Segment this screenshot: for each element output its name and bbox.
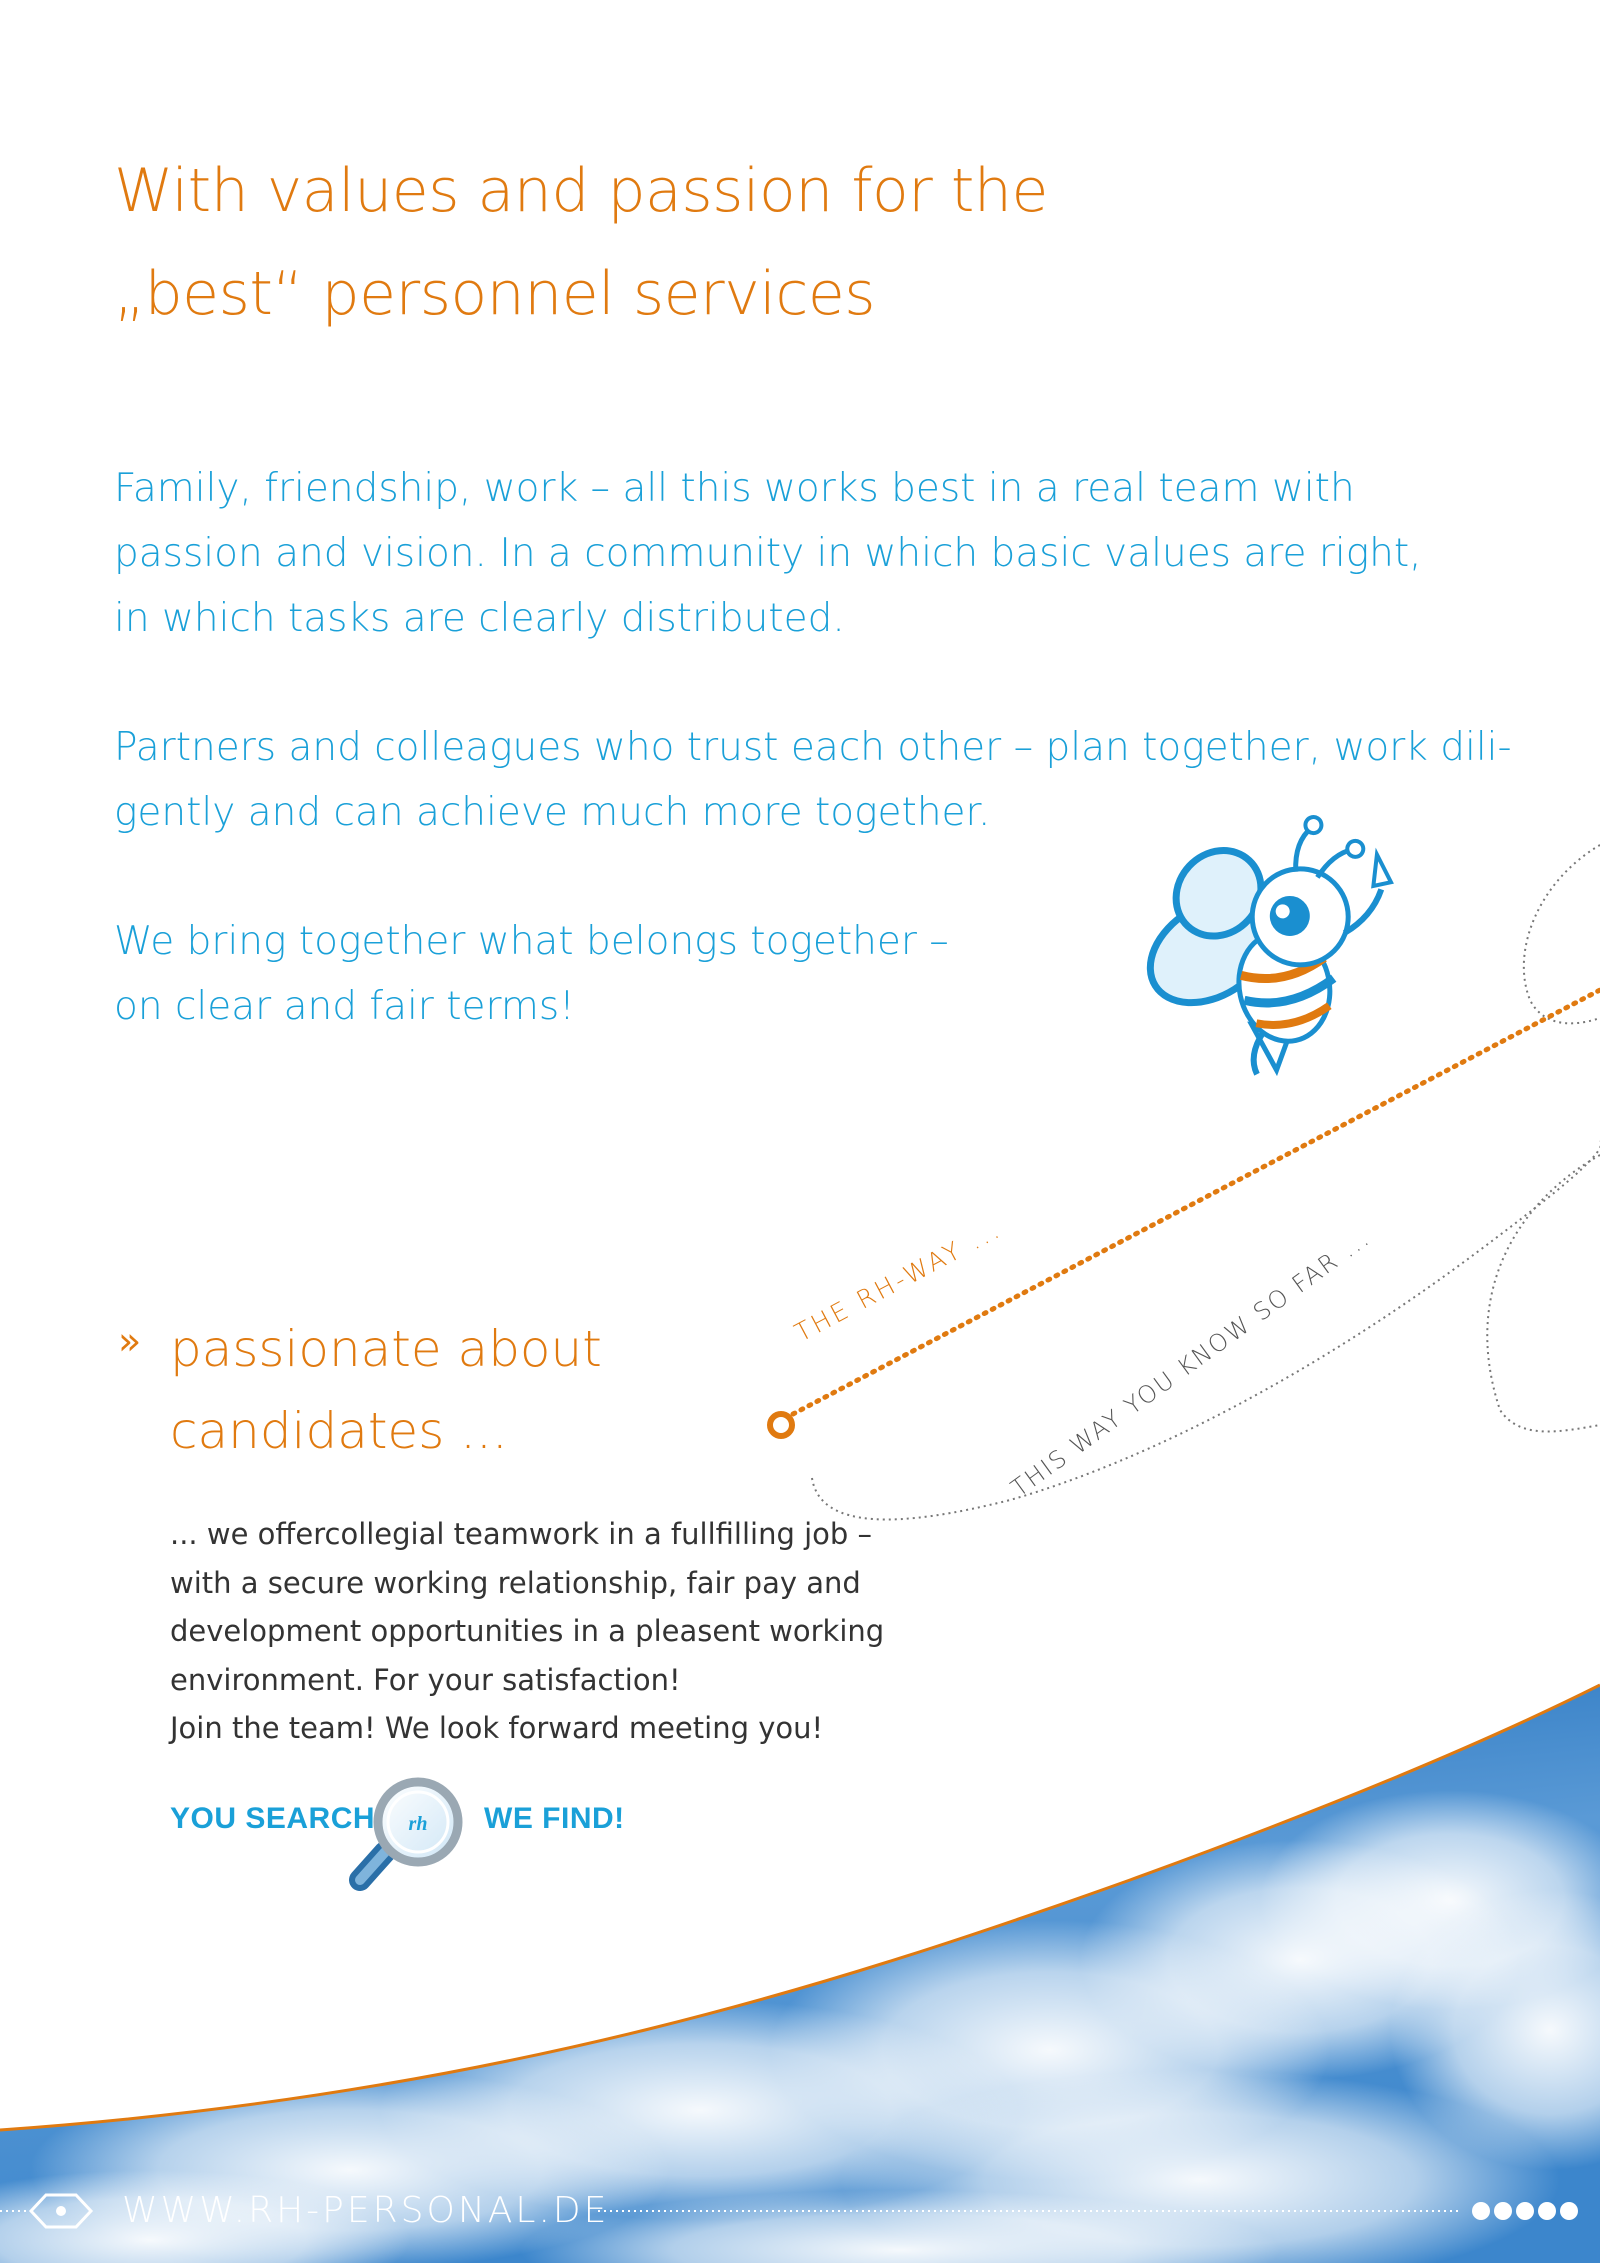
page-title [114, 140, 1214, 346]
old-way-label: THIS WAY YOU KNOW SO FAR ... [1006, 1223, 1376, 1503]
magnifier-logo: rh [408, 1813, 428, 1835]
section-heading-line-1: passionate about [170, 1320, 602, 1378]
sky-background [0, 1685, 1600, 2263]
section-heading-line-2: candidates ... [170, 1402, 508, 1460]
section-body-line-5: Join the team! We look forward meeting you! [170, 1711, 824, 1746]
section-heading [170, 1308, 602, 1472]
footer-website-link[interactable]: WWW.RH-PERSONAL.DE [122, 2190, 610, 2231]
section-body-line-1: ... we offercollegial teamwork in a fullfilling job – [170, 1517, 873, 1551]
intro-text [114, 456, 1512, 1103]
intro-paragraph-2 [114, 715, 1512, 845]
intro-p1-line-3: in which tasks are clearly distributed. [114, 596, 845, 641]
tagline-we-find: WE FIND! [484, 1802, 625, 1835]
intro-p2-line-2: gently and can achieve much more together. [114, 790, 991, 835]
rh-way-start-point [770, 1414, 792, 1436]
section-body-line-4: environment. For your satisfaction! [170, 1662, 681, 1697]
intro-p2-line-1: Partners and colleagues who trust each other – plan together, work dili- [114, 725, 1512, 770]
section-body-line-2: with a secure working relationship, fair pay and [170, 1565, 861, 1600]
tagline-you-search: YOU SEARCH [170, 1802, 376, 1835]
section-body [170, 1510, 885, 1753]
intro-paragraph-1 [114, 456, 1422, 651]
page-title-line-2: „best“ personnel services [114, 259, 876, 329]
intro-p3-line-2: on clear and fair terms! [114, 984, 575, 1029]
intro-p1-line-1: Family, friendship, work – all this works best in a real team with [114, 466, 1355, 511]
page-title-line-1: With values and passion for the [114, 156, 1048, 226]
old-way-loop [1487, 1155, 1600, 1432]
section-body-line-3: development opportunities in a pleasent working [170, 1614, 885, 1649]
intro-p3-line-1: We bring together what belongs together – [114, 919, 949, 964]
intro-paragraph-3 [114, 909, 1414, 1039]
intro-p1-line-2: passion and vision. In a community in which basic values are right, [114, 531, 1422, 576]
rh-way-label: THE RH-WAY ... [790, 1214, 1007, 1348]
section-marker: » [118, 1319, 142, 1363]
